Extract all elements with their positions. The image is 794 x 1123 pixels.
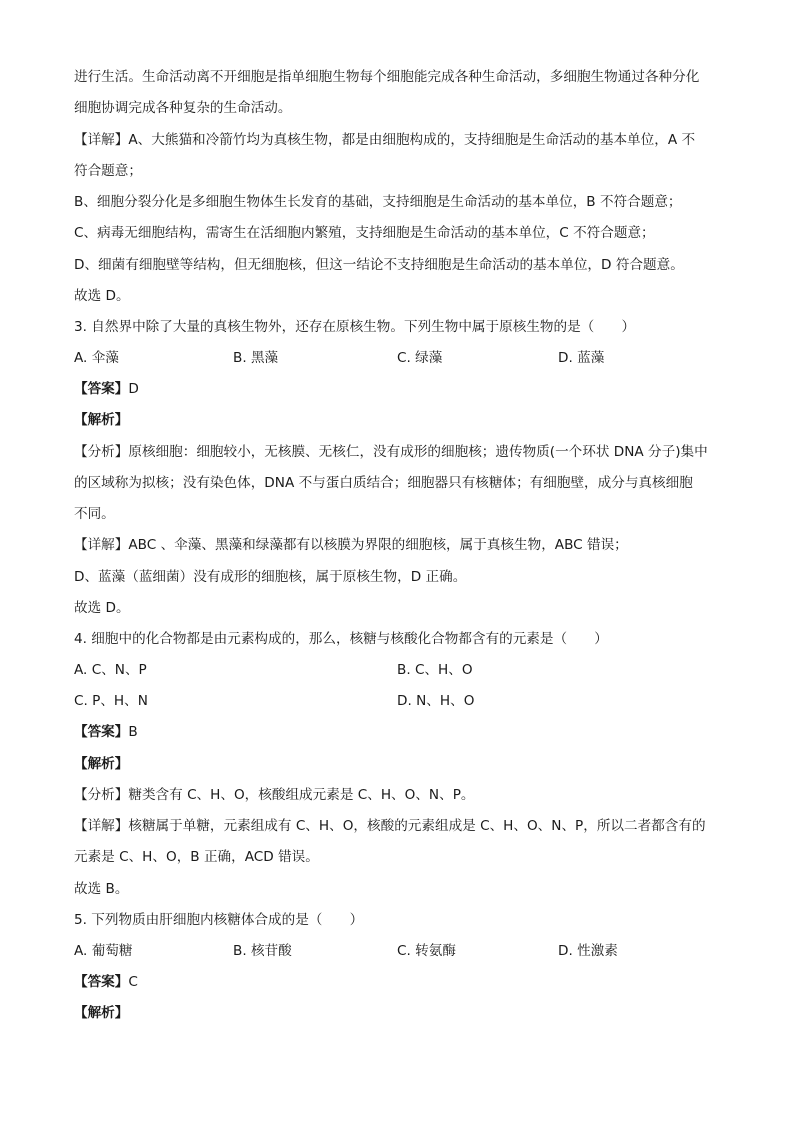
analysis-paragraph: 【分析】原核细胞：细胞较小，无核膜、无核仁，没有成形的细胞核；遗传物质(一个环状 DNA 分子)集中 [74, 444, 708, 460]
analysis-tag: 【解析】 [74, 1005, 129, 1021]
q4-option-c: C. P、H、N [74, 693, 148, 709]
fenxi-tag: 【分析】 [74, 444, 129, 460]
question-5: 5. 下列物质由肝细胞内核糖体合成的是（ ） [74, 912, 364, 928]
fenxi-tag: 【分析】 [74, 787, 129, 803]
q4-option-b: B. C、H、O [397, 662, 473, 678]
answer-tag: 【答案】 [74, 724, 129, 740]
q5-option-c: C. 转氨酶 [397, 943, 456, 959]
detail-paragraph: 【详解】核糖属于单糖，元素组成有 C、H、O，核酸的元素组成是 C、H、O、N、P，所以二者都含有的 [74, 818, 706, 834]
text-line: B、细胞分裂分化是多细胞生物体生长发育的基础，支持细胞是生命活动的基本单位，B 不符合题意； [74, 194, 682, 210]
text-line: 细胞协调完成各种复杂的生命活动。 [74, 100, 292, 116]
text-line: D、细菌有细胞壁等结构，但无细胞核，但这一结论不支持细胞是生命活动的基本单位，D 符合题意。 [74, 257, 684, 273]
q5-option-b: B. 核苷酸 [233, 943, 292, 959]
answer-line: 【答案】C [74, 974, 138, 990]
analysis-header [74, 755, 734, 773]
conclusion-line: 故选 D。 [74, 288, 130, 304]
analysis-paragraph: 【分析】糖类含有 C、H、O，核酸组成元素是 C、H、O、N、P。 [74, 787, 475, 803]
q3-option-c: C. 绿藻 [397, 350, 443, 366]
q3-option-d: D. 蓝藻 [558, 350, 605, 366]
conclusion-line: 故选 D。 [74, 600, 130, 616]
question-4: 4. 细胞中的化合物都是由元素构成的，那么，核糖与核酸化合物都含有的元素是（ ） [74, 631, 608, 647]
q5-option-a: A. 葡萄糖 [74, 943, 133, 959]
text-line: 不同。 [74, 506, 115, 522]
detail-tag: 【详解】 [74, 132, 129, 148]
analysis-tag: 【解析】 [74, 412, 129, 428]
answer-tag: 【答案】 [74, 381, 129, 397]
text-line: 进行生活。生命活动离不开细胞是指单细胞生物每个细胞能完成各种生命活动，多细胞生物通过各种分化 [74, 69, 700, 85]
detail-paragraph: 【详解】A、大熊猫和冷箭竹均为真核生物，都是由细胞构成的，支持细胞是生命活动的基本单位，A 不 [74, 132, 696, 148]
q4-option-d: D. N、H、O [397, 693, 475, 709]
q5-option-d: D. 性激素 [558, 943, 618, 959]
answer-tag: 【答案】 [74, 974, 129, 990]
text-line: D、蓝藻（蓝细菌）没有成形的细胞核，属于原核生物，D 正确。 [74, 569, 467, 585]
text-line: 的区域称为拟核；没有染色体，DNA 不与蛋白质结合；细胞器只有核糖体；有细胞壁，成分与真核细胞 [74, 475, 693, 491]
detail-tag: 【详解】 [74, 537, 129, 553]
text-line: 元素是 C、H、O，B 正确，ACD 错误。 [74, 849, 319, 865]
text-line: C、病毒无细胞结构，需寄生在活细胞内繁殖，支持细胞是生命活动的基本单位，C 不符合题意； [74, 225, 655, 241]
analysis-header [74, 1004, 734, 1022]
analysis-tag: 【解析】 [74, 756, 129, 772]
answer-line: 【答案】D [74, 381, 139, 397]
conclusion-line: 故选 B。 [74, 881, 129, 897]
q4-option-a: A. C、N、P [74, 662, 147, 678]
answer-line: 【答案】B [74, 724, 138, 740]
text-line: 符合题意； [74, 163, 142, 179]
analysis-header [74, 411, 734, 429]
question-3: 3. 自然界中除了大量的真核生物外，还存在原核生物。下列生物中属于原核生物的是（ ） [74, 319, 636, 335]
q3-option-b: B. 黑藻 [233, 350, 279, 366]
detail-tag: 【详解】 [74, 818, 129, 834]
q3-option-a: A. 伞藻 [74, 350, 119, 366]
detail-paragraph: 【详解】ABC 、伞藻、黑藻和绿藻都有以核膜为界限的细胞核，属于真核生物，ABC 错误； [74, 537, 628, 553]
